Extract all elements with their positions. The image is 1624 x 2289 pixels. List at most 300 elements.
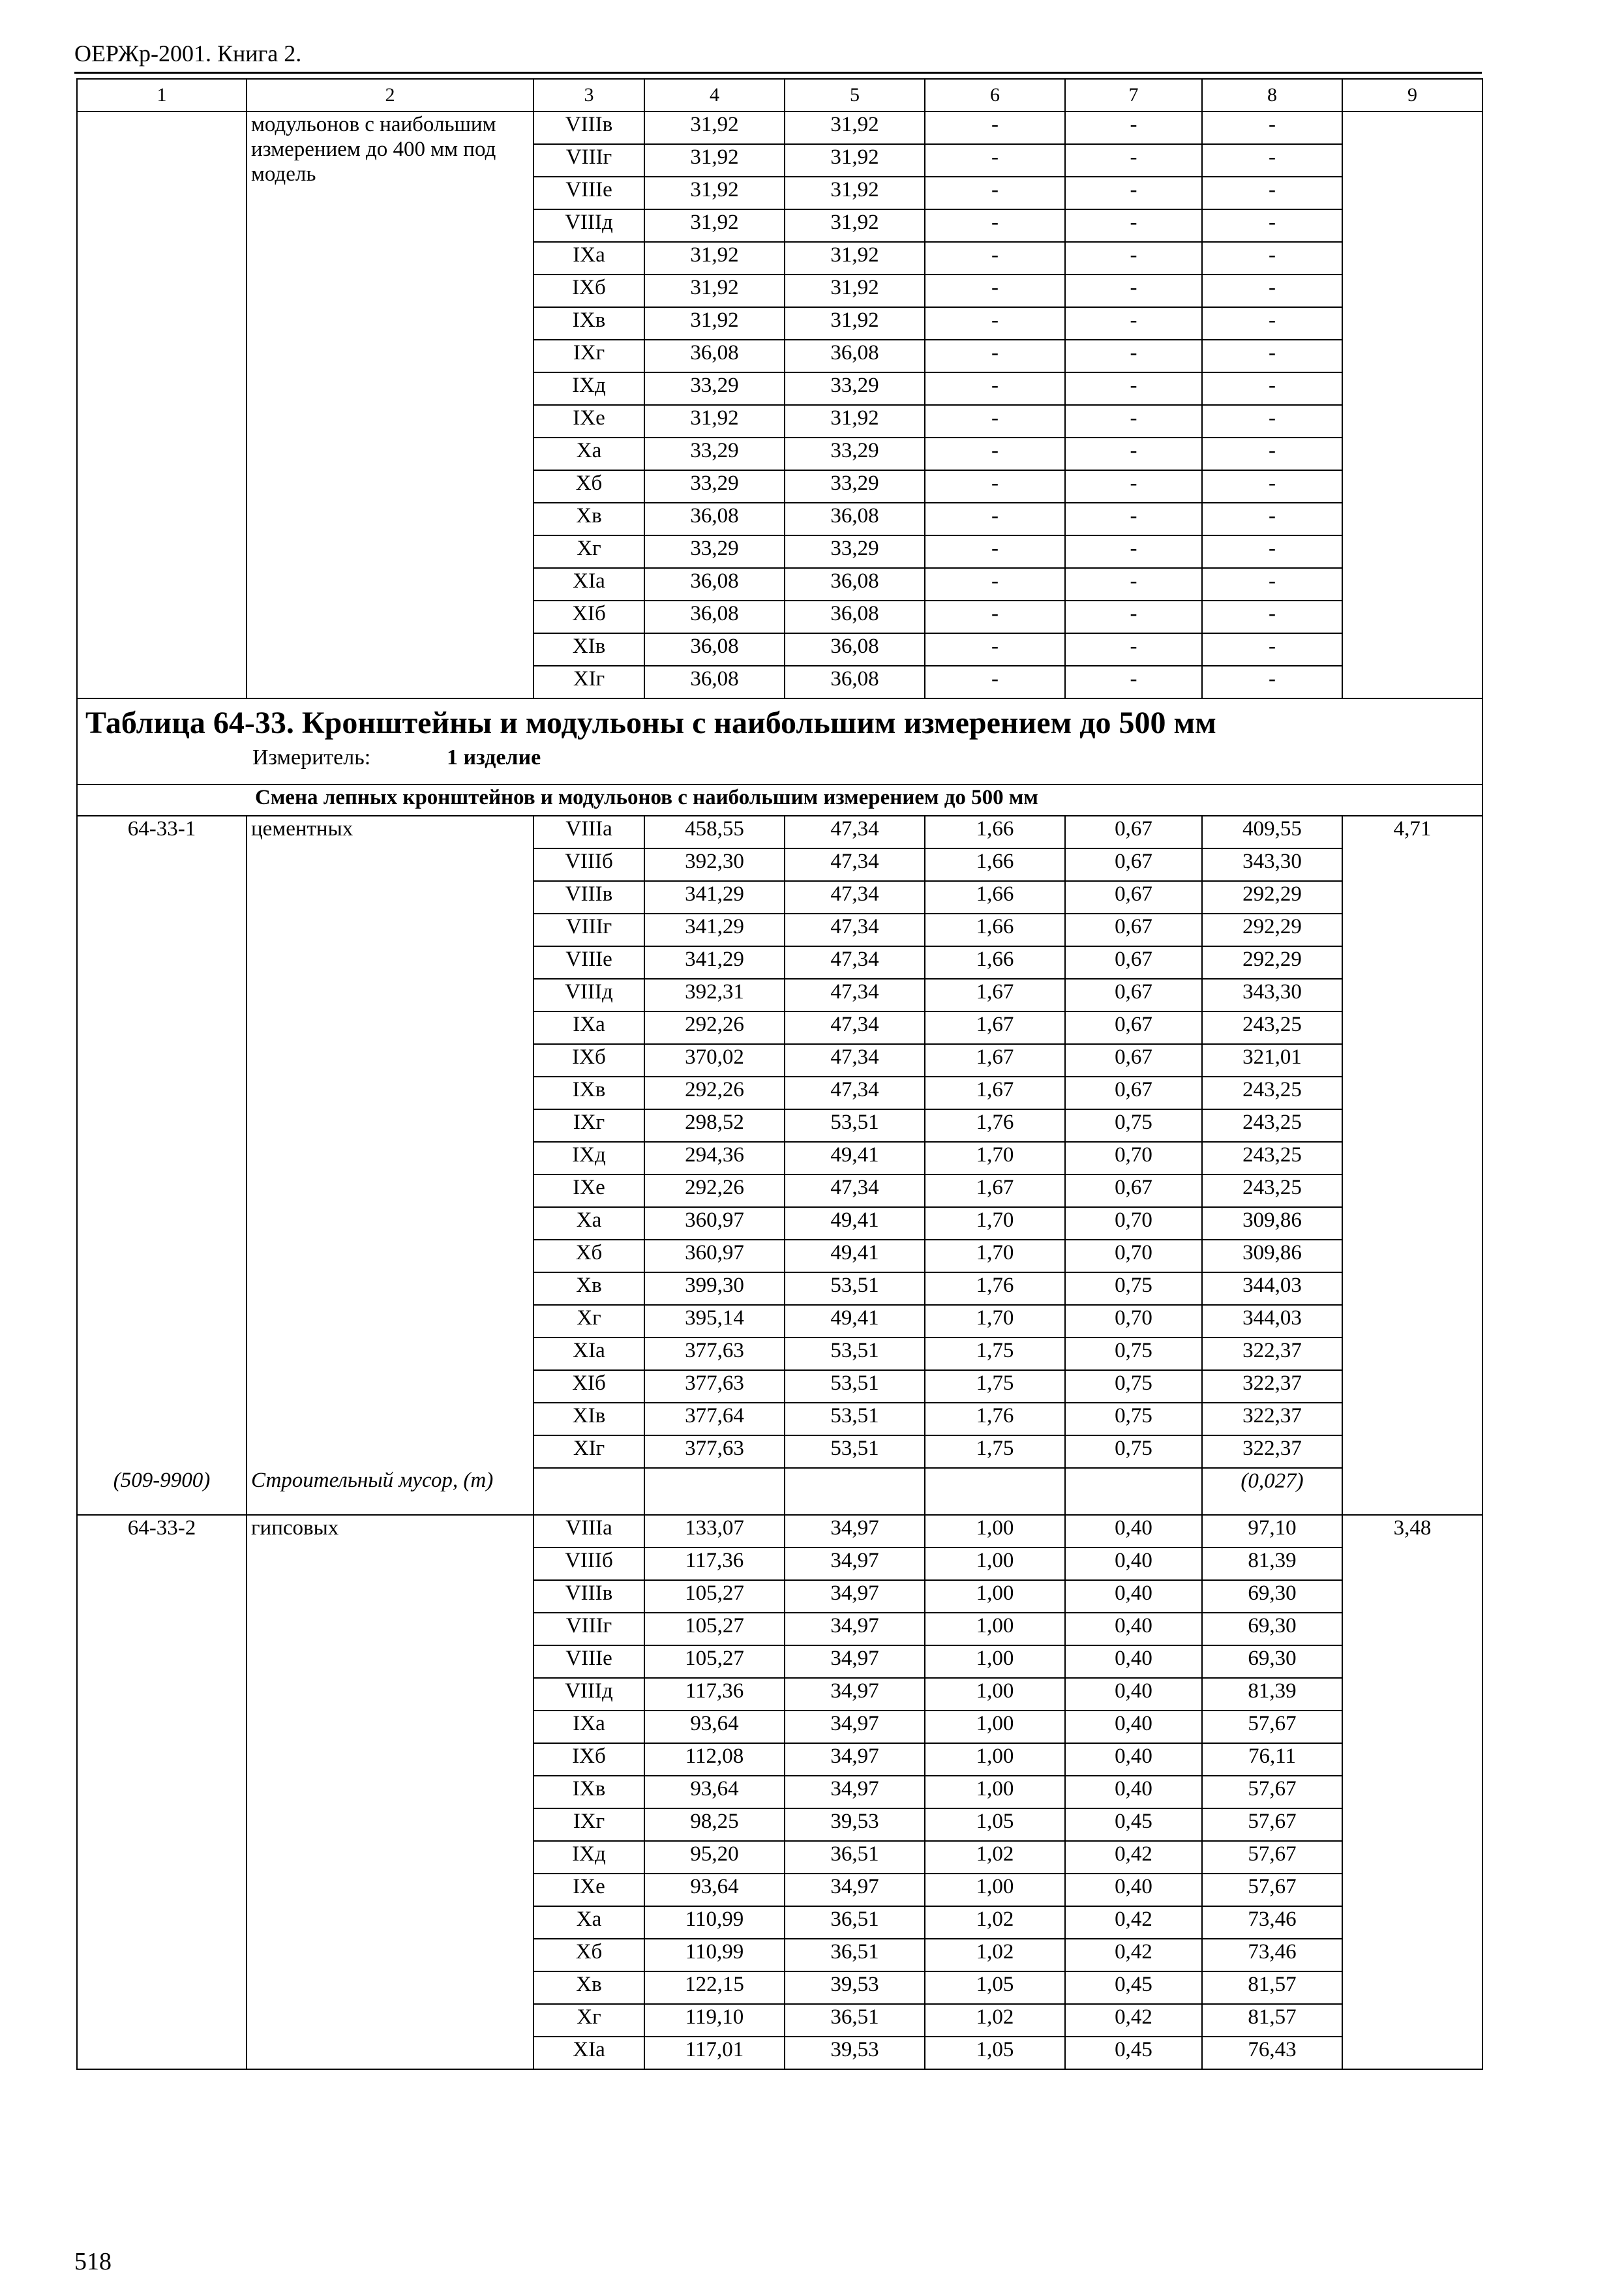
value-cell: 39,53 (785, 2037, 925, 2069)
value-cell: 105,27 (644, 1613, 785, 1645)
empty-cell (644, 1468, 785, 1515)
value-cell: - (1202, 601, 1342, 633)
value-cell: 34,97 (785, 1743, 925, 1776)
value-cell: - (1065, 112, 1202, 144)
zone-cell: IXе (534, 405, 644, 438)
value-cell: 1,02 (925, 1939, 1065, 1971)
zone-cell: IXб (534, 1044, 644, 1077)
value-cell: 112,08 (644, 1743, 785, 1776)
value-cell: 98,25 (644, 1808, 785, 1841)
value-cell: - (1065, 372, 1202, 405)
value-cell: 1,00 (925, 1515, 1065, 1548)
value-cell: - (925, 601, 1065, 633)
value-cell: 0,67 (1065, 1044, 1202, 1077)
value-cell: 31,92 (644, 144, 785, 177)
value-cell: 47,34 (785, 848, 925, 881)
value-cell: 34,97 (785, 1548, 925, 1580)
table-row (77, 112, 1482, 144)
section-subtitle-row (77, 785, 1482, 816)
value-cell: 377,63 (644, 1338, 785, 1370)
value-cell: - (1202, 307, 1342, 340)
zone-cell: IXг (534, 340, 644, 372)
value-cell: 0,75 (1065, 1338, 1202, 1370)
column-header: 4 (644, 79, 785, 112)
empty-cell (785, 1468, 925, 1515)
value-cell: 322,37 (1202, 1338, 1342, 1370)
value-cell: 343,30 (1202, 848, 1342, 881)
value-cell: 31,92 (785, 112, 925, 144)
measure-label: Измеритель: (252, 745, 371, 770)
value-cell: - (1065, 144, 1202, 177)
value-cell: 377,63 (644, 1370, 785, 1403)
value-cell: 36,08 (785, 340, 925, 372)
value-cell: 47,34 (785, 1011, 925, 1044)
value-cell: 309,86 (1202, 1240, 1342, 1272)
zone-cell: IXе (534, 1174, 644, 1207)
code-cell: 64-33-2 (77, 1515, 247, 2069)
value-cell: - (925, 275, 1065, 307)
value-cell: 110,99 (644, 1939, 785, 1971)
value-cell: 36,51 (785, 1939, 925, 1971)
zone-cell: IXг (534, 1109, 644, 1142)
value-cell: 1,66 (925, 816, 1065, 848)
value-cell: - (1202, 177, 1342, 209)
value-cell: 119,10 (644, 2004, 785, 2037)
value-cell: 53,51 (785, 1370, 925, 1403)
zone-cell: Xг (534, 2004, 644, 2037)
value-cell: 31,92 (785, 242, 925, 275)
value-cell: 31,92 (644, 242, 785, 275)
value-cell: - (925, 340, 1065, 372)
value-cell: 34,97 (785, 1678, 925, 1711)
value-cell: 49,41 (785, 1207, 925, 1240)
zone-cell: VIIIа (534, 1515, 644, 1548)
value-cell: 0,67 (1065, 1174, 1202, 1207)
value-cell: 81,57 (1202, 1971, 1342, 2004)
value-cell: 292,26 (644, 1077, 785, 1109)
value-cell: 31,92 (785, 307, 925, 340)
value-cell: 31,92 (785, 209, 925, 242)
value-cell: 81,39 (1202, 1678, 1342, 1711)
zone-cell: IXб (534, 1743, 644, 1776)
value-cell: - (1065, 568, 1202, 601)
zone-cell: VIIIд (534, 209, 644, 242)
value-cell: 36,08 (644, 666, 785, 698)
value-cell: 0,75 (1065, 1370, 1202, 1403)
value-cell: 360,97 (644, 1207, 785, 1240)
value-cell: - (925, 144, 1065, 177)
value-cell: 57,67 (1202, 1711, 1342, 1743)
value-cell: - (925, 307, 1065, 340)
value-cell: 36,08 (785, 666, 925, 698)
zone-cell: IXе (534, 1874, 644, 1906)
value-cell: 0,67 (1065, 946, 1202, 979)
value-cell: - (1065, 470, 1202, 503)
value-cell: 39,53 (785, 1808, 925, 1841)
value-cell: 0,45 (1065, 2037, 1202, 2069)
value-cell: 36,08 (644, 601, 785, 633)
value-cell: 36,08 (644, 340, 785, 372)
value-cell: - (1065, 242, 1202, 275)
value-cell: 76,11 (1202, 1743, 1342, 1776)
value-cell: 36,08 (785, 601, 925, 633)
code-cell: 64-33-1 (77, 816, 247, 1468)
value-cell: 57,67 (1202, 1874, 1342, 1906)
value-cell: 31,92 (644, 112, 785, 144)
value-cell: 377,64 (644, 1403, 785, 1435)
value-cell: - (925, 438, 1065, 470)
value-cell: 0,67 (1065, 848, 1202, 881)
value-cell: 392,31 (644, 979, 785, 1011)
value-cell: 0,67 (1065, 1011, 1202, 1044)
value-cell: - (1202, 372, 1342, 405)
value-cell: 243,25 (1202, 1077, 1342, 1109)
value-cell: 117,01 (644, 2037, 785, 2069)
value-cell: 73,46 (1202, 1939, 1342, 1971)
value-cell: 34,97 (785, 1580, 925, 1613)
value-cell: - (1065, 177, 1202, 209)
table-row (77, 816, 1482, 848)
zone-cell: VIIIа (534, 816, 644, 848)
value-cell: 34,97 (785, 1874, 925, 1906)
value-cell: 133,07 (644, 1515, 785, 1548)
value-cell: 0,75 (1065, 1272, 1202, 1305)
zone-cell: IXб (534, 275, 644, 307)
value-cell: 47,34 (785, 914, 925, 946)
value-cell: 322,37 (1202, 1403, 1342, 1435)
value-cell: - (1202, 275, 1342, 307)
value-cell: 0,42 (1065, 1841, 1202, 1874)
value-cell: 292,29 (1202, 946, 1342, 979)
zone-cell: VIIIд (534, 979, 644, 1011)
value-cell: - (1202, 503, 1342, 535)
value-cell: - (1202, 568, 1342, 601)
empty-cell (925, 1468, 1065, 1515)
value-cell: 33,29 (644, 470, 785, 503)
value-cell: - (1202, 633, 1342, 666)
value-cell: 31,92 (644, 177, 785, 209)
value-cell: - (1202, 405, 1342, 438)
value-cell: 399,30 (644, 1272, 785, 1305)
value-cell: 34,97 (785, 1613, 925, 1645)
value-cell: 36,08 (644, 568, 785, 601)
value-cell: 1,76 (925, 1109, 1065, 1142)
page-header: ОЕРЖр-2001. Книга 2. (74, 40, 302, 67)
value-cell: 47,34 (785, 816, 925, 848)
zone-cell: IXв (534, 1077, 644, 1109)
value-cell: - (925, 242, 1065, 275)
description-cell: модульонов с наибольшим измерением до 400 мм под модель (247, 112, 534, 698)
value-cell: 0,67 (1065, 914, 1202, 946)
zone-cell: XIг (534, 666, 644, 698)
value-cell: 0,75 (1065, 1109, 1202, 1142)
description-cell: гипсовых (247, 1515, 534, 2069)
zone-cell: VIIIг (534, 144, 644, 177)
value-cell: 69,30 (1202, 1645, 1342, 1678)
value-cell: 1,05 (925, 2037, 1065, 2069)
zone-cell: XIг (534, 1435, 644, 1468)
value-cell: 93,64 (644, 1874, 785, 1906)
zone-cell: XIв (534, 1403, 644, 1435)
waste-label: Строительный мусор, (т) (247, 1468, 534, 1515)
value-cell: 31,92 (785, 144, 925, 177)
value-cell: 1,02 (925, 1841, 1065, 1874)
value-cell: 57,67 (1202, 1841, 1342, 1874)
value-cell: 53,51 (785, 1338, 925, 1370)
value-cell: 53,51 (785, 1403, 925, 1435)
zone-cell: VIIIг (534, 1613, 644, 1645)
value-cell: 243,25 (1202, 1174, 1342, 1207)
zone-cell: Xг (534, 1305, 644, 1338)
value-cell: 343,30 (1202, 979, 1342, 1011)
value-cell: 1,76 (925, 1272, 1065, 1305)
value-cell: 0,40 (1065, 1515, 1202, 1548)
value-cell: - (1065, 535, 1202, 568)
zone-cell: XIа (534, 1338, 644, 1370)
value-cell: 322,37 (1202, 1370, 1342, 1403)
value-cell: 370,02 (644, 1044, 785, 1077)
value-cell: 81,57 (1202, 2004, 1342, 2037)
value-cell: 0,67 (1065, 816, 1202, 848)
value-cell: 31,92 (644, 209, 785, 242)
zone-cell: Xв (534, 503, 644, 535)
value-cell: 33,29 (644, 438, 785, 470)
value-cell: 360,97 (644, 1240, 785, 1272)
value-cell: 33,29 (644, 535, 785, 568)
value-cell: 81,39 (1202, 1548, 1342, 1580)
col9-cell: 4,71 (1342, 816, 1482, 1515)
value-cell: 0,40 (1065, 1580, 1202, 1613)
value-cell: 0,40 (1065, 1711, 1202, 1743)
value-cell: 458,55 (644, 816, 785, 848)
value-cell: 34,97 (785, 1515, 925, 1548)
value-cell: 1,70 (925, 1305, 1065, 1338)
value-cell: 1,66 (925, 946, 1065, 979)
value-cell: 0,75 (1065, 1403, 1202, 1435)
value-cell: 0,40 (1065, 1645, 1202, 1678)
column-header: 3 (534, 79, 644, 112)
value-cell: 0,40 (1065, 1678, 1202, 1711)
value-cell: - (1065, 666, 1202, 698)
value-cell: 122,15 (644, 1971, 785, 2004)
zone-cell: VIIIг (534, 914, 644, 946)
value-cell: - (925, 666, 1065, 698)
value-cell: 47,34 (785, 1174, 925, 1207)
value-cell: 344,03 (1202, 1272, 1342, 1305)
description-cell: цементных (247, 816, 534, 1468)
value-cell: 36,08 (644, 503, 785, 535)
value-cell: 49,41 (785, 1240, 925, 1272)
value-cell: - (925, 535, 1065, 568)
value-cell: 395,14 (644, 1305, 785, 1338)
value-cell: 1,00 (925, 1613, 1065, 1645)
value-cell: 1,66 (925, 914, 1065, 946)
value-cell: 243,25 (1202, 1142, 1342, 1174)
value-cell: 309,86 (1202, 1207, 1342, 1240)
value-cell: 47,34 (785, 979, 925, 1011)
value-cell: 105,27 (644, 1645, 785, 1678)
table-title: Таблица 64-33. Кронштейны и модульоны с наибольшим измерением до 500 мм (85, 706, 1216, 740)
zone-cell: IXд (534, 1841, 644, 1874)
zone-cell: VIIIе (534, 946, 644, 979)
zone-cell: Xб (534, 1939, 644, 1971)
value-cell: - (925, 470, 1065, 503)
zone-cell: VIIIе (534, 177, 644, 209)
value-cell: - (1202, 438, 1342, 470)
value-cell: 31,92 (644, 307, 785, 340)
value-cell: 49,41 (785, 1142, 925, 1174)
rates-table (76, 78, 1483, 2070)
value-cell: 1,00 (925, 1678, 1065, 1711)
value-cell: 1,66 (925, 848, 1065, 881)
zone-cell: VIIIд (534, 1678, 644, 1711)
waste-code: (509-9900) (77, 1468, 247, 1515)
value-cell: 292,29 (1202, 881, 1342, 914)
value-cell: 392,30 (644, 848, 785, 881)
column-header: 7 (1065, 79, 1202, 112)
value-cell: 298,52 (644, 1109, 785, 1142)
value-cell: 377,63 (644, 1435, 785, 1468)
value-cell: 0,75 (1065, 1435, 1202, 1468)
value-cell: 36,51 (785, 1841, 925, 1874)
value-cell: - (925, 633, 1065, 666)
zone-cell: IXв (534, 1776, 644, 1808)
value-cell: - (1065, 275, 1202, 307)
value-cell: - (1065, 438, 1202, 470)
code-cell (77, 112, 247, 698)
value-cell: 36,08 (644, 633, 785, 666)
value-cell: 57,67 (1202, 1776, 1342, 1808)
value-cell: 36,08 (785, 633, 925, 666)
value-cell: 69,30 (1202, 1613, 1342, 1645)
section-title-cell (77, 698, 1482, 785)
zone-cell: Xб (534, 1240, 644, 1272)
value-cell: 1,75 (925, 1435, 1065, 1468)
waste-value: (0,027) (1202, 1468, 1342, 1515)
section-subtitle: Смена лепных кронштейнов и модульонов с наибольшим измерением до 500 мм (77, 785, 1482, 816)
value-cell: 341,29 (644, 946, 785, 979)
measure-row (252, 745, 1474, 771)
value-cell: 97,10 (1202, 1515, 1342, 1548)
value-cell: 73,46 (1202, 1906, 1342, 1939)
value-cell: - (1202, 209, 1342, 242)
value-cell: 1,05 (925, 1808, 1065, 1841)
zone-cell: XIв (534, 633, 644, 666)
value-cell: - (1202, 340, 1342, 372)
value-cell: 344,03 (1202, 1305, 1342, 1338)
zone-cell: Xв (534, 1971, 644, 2004)
value-cell: 49,41 (785, 1305, 925, 1338)
value-cell: 57,67 (1202, 1808, 1342, 1841)
value-cell: 1,00 (925, 1711, 1065, 1743)
value-cell: 31,92 (644, 275, 785, 307)
col9-cell (1342, 112, 1482, 698)
zone-cell: Xб (534, 470, 644, 503)
zone-cell: VIIIб (534, 848, 644, 881)
value-cell: - (1202, 666, 1342, 698)
empty-cell (534, 1468, 644, 1515)
value-cell: 1,67 (925, 1174, 1065, 1207)
value-cell: 33,29 (785, 438, 925, 470)
value-cell: 0,70 (1065, 1240, 1202, 1272)
zone-cell: IXа (534, 1711, 644, 1743)
value-cell: 0,42 (1065, 1939, 1202, 1971)
value-cell: - (1202, 112, 1342, 144)
zone-cell: VIIIе (534, 1645, 644, 1678)
value-cell: 321,01 (1202, 1044, 1342, 1077)
zone-cell: VIIIв (534, 112, 644, 144)
value-cell: 1,00 (925, 1645, 1065, 1678)
value-cell: 53,51 (785, 1272, 925, 1305)
value-cell: 1,76 (925, 1403, 1065, 1435)
value-cell: - (925, 209, 1065, 242)
page-number: 518 (74, 2248, 112, 2275)
value-cell: 0,40 (1065, 1874, 1202, 1906)
zone-cell: IXд (534, 372, 644, 405)
value-cell: 1,70 (925, 1207, 1065, 1240)
value-cell: 341,29 (644, 914, 785, 946)
zone-cell: VIIIв (534, 881, 644, 914)
value-cell: 47,34 (785, 946, 925, 979)
value-cell: 1,70 (925, 1142, 1065, 1174)
value-cell: 1,02 (925, 2004, 1065, 2037)
value-cell: - (925, 405, 1065, 438)
value-cell: 1,00 (925, 1548, 1065, 1580)
zone-cell: IXд (534, 1142, 644, 1174)
value-cell: 292,29 (1202, 914, 1342, 946)
value-cell: 93,64 (644, 1711, 785, 1743)
header-rule (74, 72, 1482, 74)
value-cell: 0,67 (1065, 979, 1202, 1011)
value-cell: 1,00 (925, 1776, 1065, 1808)
table-row (77, 1515, 1482, 1548)
zone-cell: Xа (534, 438, 644, 470)
value-cell: 117,36 (644, 1678, 785, 1711)
value-cell: 1,02 (925, 1906, 1065, 1939)
value-cell: 105,27 (644, 1580, 785, 1613)
value-cell: - (1202, 470, 1342, 503)
value-cell: 0,70 (1065, 1207, 1202, 1240)
value-cell: - (925, 177, 1065, 209)
zone-cell: VIIIв (534, 1580, 644, 1613)
value-cell: 0,45 (1065, 1808, 1202, 1841)
value-cell: 93,64 (644, 1776, 785, 1808)
zone-cell: IXг (534, 1808, 644, 1841)
zone-cell: Xа (534, 1207, 644, 1240)
value-cell: 1,66 (925, 881, 1065, 914)
value-cell: 110,99 (644, 1906, 785, 1939)
section-title-row (77, 698, 1482, 785)
value-cell: 53,51 (785, 1435, 925, 1468)
value-cell: 0,40 (1065, 1776, 1202, 1808)
value-cell: 409,55 (1202, 816, 1342, 848)
value-cell: 31,92 (644, 405, 785, 438)
value-cell: 47,34 (785, 1044, 925, 1077)
value-cell: - (1065, 307, 1202, 340)
value-cell: 243,25 (1202, 1011, 1342, 1044)
column-header: 8 (1202, 79, 1342, 112)
value-cell: 294,36 (644, 1142, 785, 1174)
value-cell: 95,20 (644, 1841, 785, 1874)
value-cell: 36,51 (785, 2004, 925, 2037)
value-cell: 0,70 (1065, 1305, 1202, 1338)
value-cell: 341,29 (644, 881, 785, 914)
value-cell: 322,37 (1202, 1435, 1342, 1468)
measure-value: 1 изделие (447, 745, 541, 770)
value-cell: 1,75 (925, 1338, 1065, 1370)
value-cell: 33,29 (785, 470, 925, 503)
value-cell: 53,51 (785, 1109, 925, 1142)
